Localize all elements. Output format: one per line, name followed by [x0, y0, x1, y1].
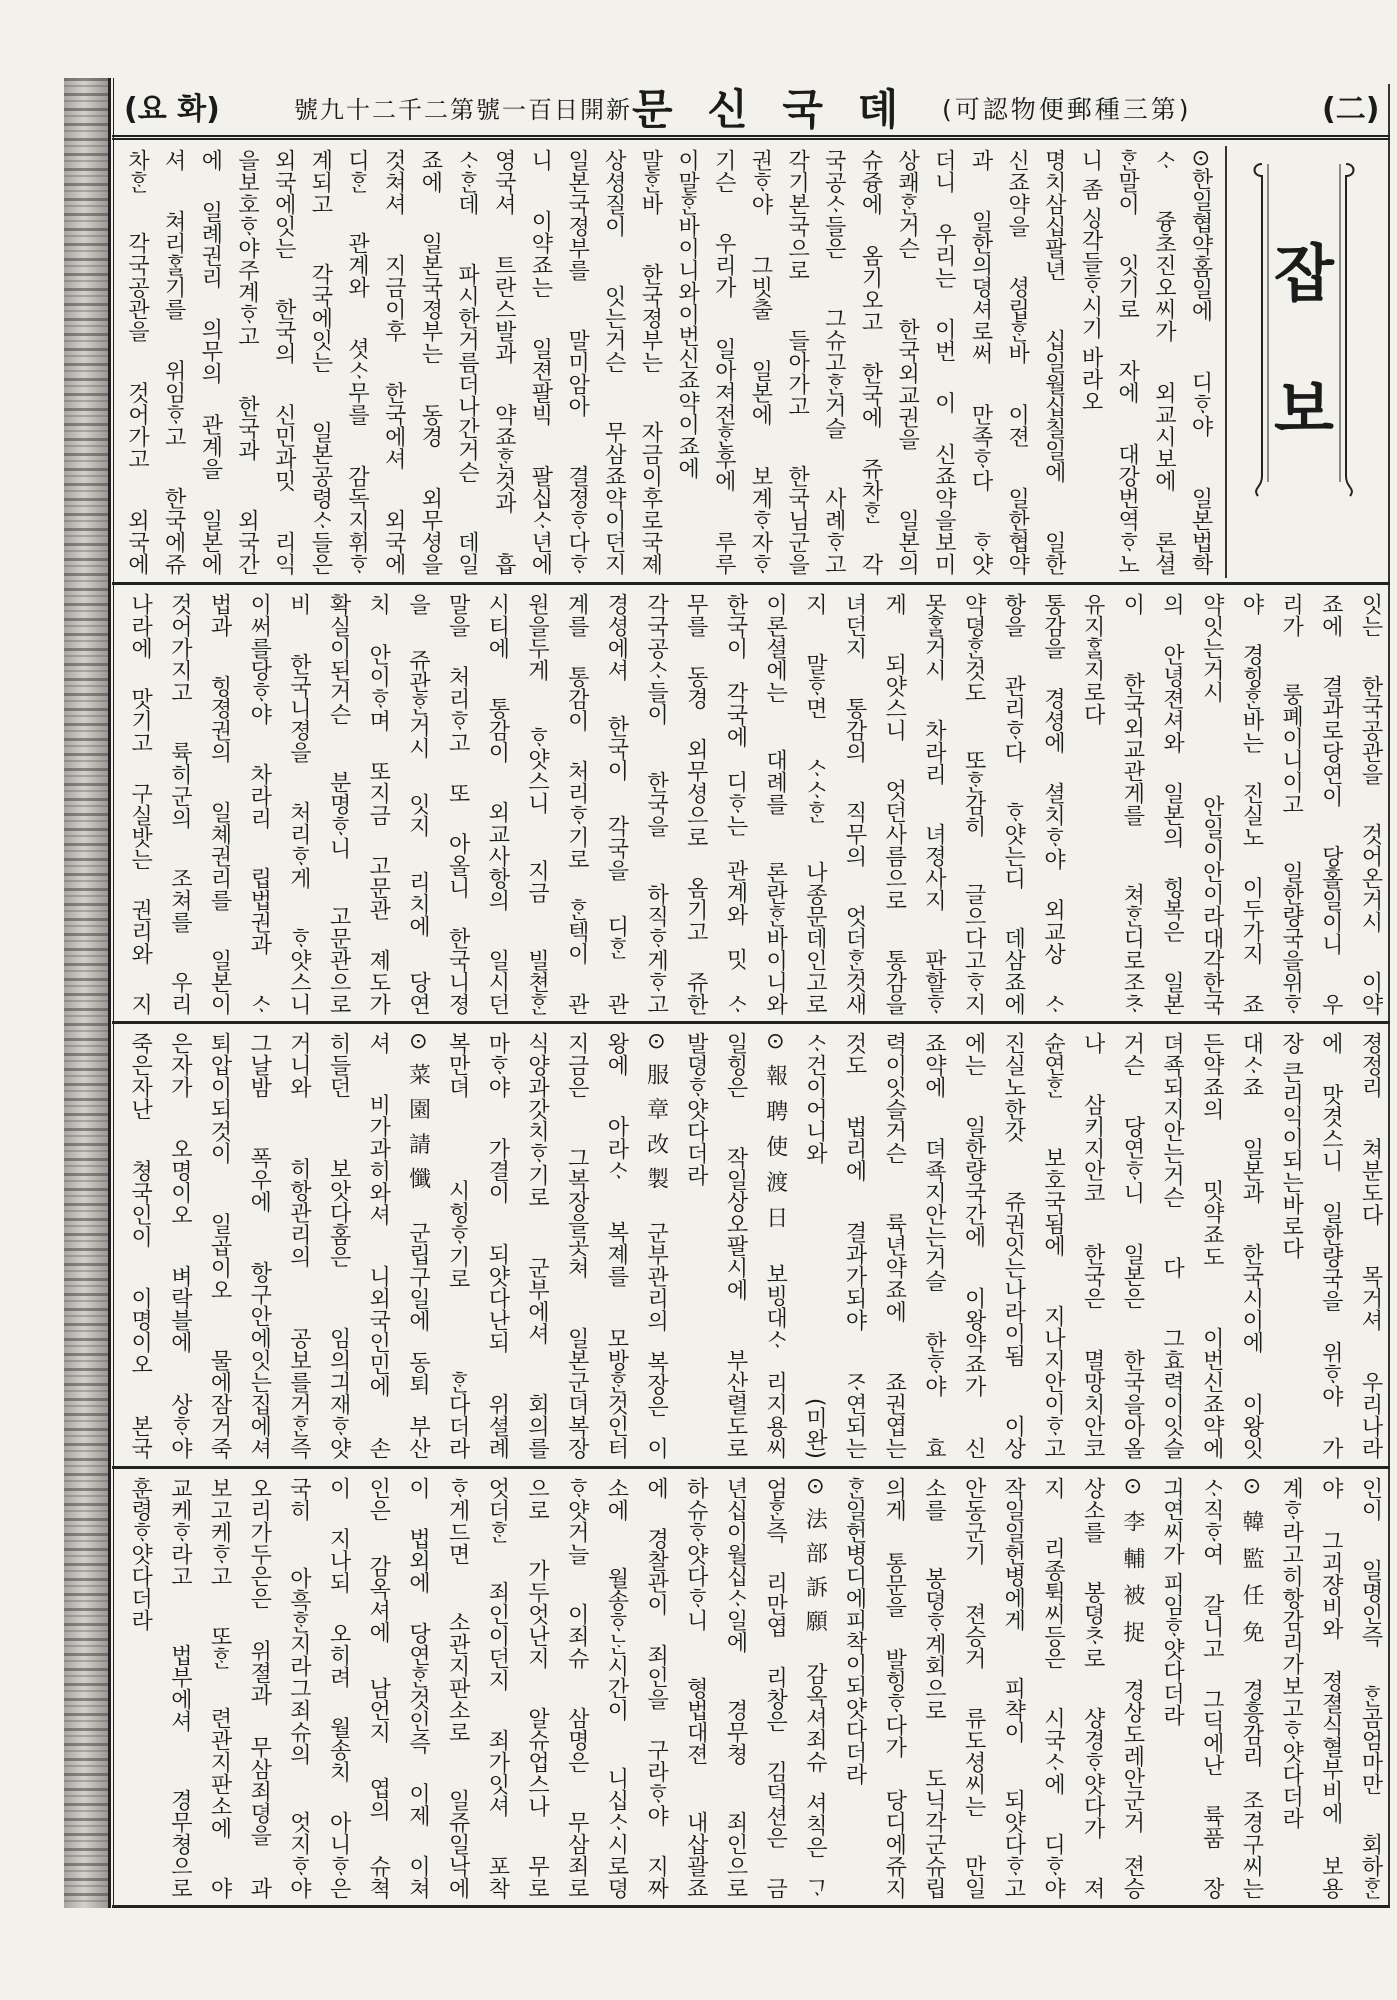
text-column: 신죠약을 셩립ᄒᆞᆫ바 이젼 일한협약 [1004, 149, 1030, 575]
scan-binding-edge [64, 78, 108, 1908]
text-column: ⊙報聘使渡日 보빙대ᄉᆞ 리지용씨 [762, 1032, 788, 1459]
text-column: 죠약에 뎌죡지안는거슬 한ᄒᆞ야 효 [921, 1032, 947, 1459]
text-column: 국히 아흑ᄒᆞᆫ지라그죄슈의 엇지ᄒᆞ야 [286, 1477, 312, 1899]
postal-permit-note: (可認物便郵種三第) [942, 95, 1192, 124]
text-column: 년십이월십ᄉᆞ일에 경무쳥 죄인으로 [723, 1477, 748, 1899]
text-column: ⊙菜園請懺 군립구일에 동퇴 부산 [405, 1032, 431, 1459]
text-column: 말을 처리ᄒᆞ고 또 아올니 한국니졍 [445, 593, 471, 1015]
text-column: 훈령ᄒᆞ얏다더라 [127, 1477, 153, 1631]
text-column: 에 맛겻스니 일한량국을 위ᄒᆞ야 가 [1318, 1032, 1344, 1459]
text-column: ᄒᆞ얏거늘 이죄슈 삼명은 무삼죄로 [564, 1477, 590, 1899]
text-column: 오리가두은은 위졀과 무삼죄뎡을 과 [246, 1477, 272, 1899]
text-column: ⊙法部訴願 감옥셔죄슈 셔칙은 ᄀᆞ [802, 1477, 828, 1899]
text-column: ᄒᆞᆫ말이 잇기로 자에 대강번역ᄒᆞ노 [1114, 149, 1140, 575]
text-column: 지 리종튁씨등은 시국ᄉᆞ에 디ᄒᆞ야 [1040, 1477, 1066, 1899]
text-column: 명치삼십팔년 십일월십칠일에 일한 [1041, 149, 1067, 575]
text-column: 퇴압이되것이 일곱이오 물에잠거죽 [207, 1032, 233, 1459]
text-column: 상소를 봉뎡ᄎᆞ로 샹경ᄒᆞ얏다가 져 [1080, 1477, 1106, 1899]
left-border-inner-line [113, 78, 114, 1908]
text-column: ᄉᆞ건이어니와 (미완) [802, 1032, 828, 1459]
article-tier-2 [116, 590, 1386, 1018]
text-column: 원을두게 ᄒᆞ얏스니 지금 빌쳔ᄒᆞᆫ [524, 593, 550, 1015]
text-column: 대ᄉᆞ죠 일본과 한국시이에 이왕잇 [1238, 1032, 1264, 1459]
text-column: ᄒᆞᆫ일헌병디에피착이되얏다더라 [842, 1477, 868, 1785]
text-column: 디ᄒᆞᆫ 관계와 셧ᄉᆞ무를 감독지휘ᄒᆞ [344, 149, 370, 575]
title-frame-ornament [1222, 146, 1386, 578]
text-column: 소를 봉뎡ᄒᆞ계회으로 도닉각군슈립 [921, 1477, 947, 1899]
text-column: 든약죠의 밋약죠도 이번신죠약에 [1199, 1032, 1225, 1459]
text-column: 영국셔 트란스발과 약죠ᄒᆞᆫ것과 흡 [491, 149, 517, 575]
text-column: 더니 우리는 이번 이 신죠약을보미 [931, 149, 957, 575]
text-column: 보고케ᄒᆞ고 또ᄒᆞᆫ 련관지판소에 야 [207, 1477, 233, 1899]
text-column: ⊙服章改製 군부관리의 복장은 이 [643, 1032, 669, 1459]
section-title-char-1: 잡 [1274, 237, 1334, 310]
text-column: 경셩에셔 한국이 각국을 디ᄒᆞᆫ 관 [603, 593, 629, 1015]
issue-number: 號九十二千二第號一百日開新 [294, 96, 632, 124]
text-column: 상쾌ᄒᆞᆫ거슨 한국외교권을 일본의 [894, 149, 920, 575]
text-column: 에는 일한량국간에 이왕약죠가 신 [961, 1032, 987, 1459]
masthead-rule [112, 135, 1390, 140]
text-column: 이 지나되 오히려 월송치 아니ᄒᆞ은 [326, 1477, 352, 1899]
text-column: 력이잇슬거슨 륙년약죠에 죠권엽는 [881, 1032, 907, 1459]
text-column: 하슈ᄒᆞ얏다ᄒᆞ니 형법대젼 내삽괄죠 [683, 1477, 709, 1899]
text-column: 졍정리 쳐분도다 목거셔 우리나라 [1358, 1032, 1383, 1459]
text-column: 장 큰리익이되는바로다 [1278, 1032, 1304, 1259]
text-column: ᄉᆞᄒᆞᆫ데 파시한거름더나간거슨 데일 [454, 149, 480, 575]
text-column: 상셩질이 잇는거슨 무삼죠약이던지 [601, 149, 627, 575]
text-column: 권ᄒᆞ야 그빗출 일본에 보계ᄒᆞ자ᄒᆞ [747, 149, 773, 575]
text-column: 복만뎌 시힝ᄒᆞ기로 ᄒᆞᆫ다더라 [445, 1032, 471, 1459]
text-column: 국공ᄉᆞ들은 그슈고ᄒᆞᆫ거슬 사례ᄒᆞ고 [821, 149, 847, 575]
text-column: 잇는 한국공관을 것어온거시 이약 [1358, 593, 1383, 1015]
text-column: 한국이 각국에 디ᄒᆞ는 관계와 밋 ᄉᆞ [723, 593, 748, 1015]
text-column: 유지ᄒᆞᆯ지로다 [1080, 593, 1106, 725]
text-column: 비 한국니졍을 처리ᄒᆞ게 ᄒᆞ얏스니 [286, 593, 312, 1015]
bottom-rule [112, 1905, 1390, 1908]
text-column: 게 되얏스니 엇던사름으로 통감을 [881, 593, 907, 1015]
text-column: 약잇는거시 안일이안이라대각한국 [1199, 593, 1225, 1015]
text-column: 외국에잇는 한국의 신민과밋 리익 [271, 149, 297, 575]
text-column: 이말ᄒᆞᆫ바이니와이번신죠약이죠에 [674, 149, 700, 479]
text-column: 인은 감옥셔에 남언지 엽의 슈쳑 [365, 1477, 391, 1899]
text-column: 작일일헌병에게 피챡이 되얏다ᄒᆞ고 [1000, 1477, 1026, 1899]
text-column: 일힝은 작일상오팔시에 부산렬도로 [723, 1032, 748, 1459]
text-column: 지 말ᄒᆞ면 ᄉᆞᄉᆞᄒᆞᆫ 나종문데인고로 [802, 593, 828, 1015]
text-column: ⊙李輔被捉 경상도레안군거 젼승 [1119, 1477, 1145, 1899]
text-column: 계ᄒᆞ라고히항감리가보고ᄒᆞ얏다더라 [1278, 1477, 1304, 1829]
text-column: 의 안녕젼셔와 일본의 힝복은 일본 [1159, 593, 1185, 1015]
text-column: 니 이약죠는 일젼팔빅 팔십ᄉᆞ년에 [527, 149, 553, 575]
text-column: 에 일례권리 의무의 관계을 일본에 [197, 149, 223, 575]
text-column: 시티에 통감이 외교사항의 일시던 [484, 593, 510, 1015]
text-column: 각국공ᄉᆞ들이 한국을 하직ᄒᆞ게ᄒᆞ고 [643, 593, 669, 1015]
text-column: 기슨 우리가 일아져전ᄒᆞᆫ후에 루루 [711, 149, 737, 575]
text-column: 엄ᄒᆞᆫ즉 리만엽 리창은 김덕션은 금 [762, 1477, 788, 1899]
text-column: 항을 관리ᄒᆞ다 ᄒᆞ얏는디 데삼죠에 [1000, 593, 1026, 1015]
text-column: 죠에 일본국졍부는 동경 외무셩을 [417, 149, 443, 575]
text-column: ᄉᆞ 즁초진오씨가 외교시보에 론셜 [1151, 149, 1177, 575]
text-column: 식양과갓치ᄒᆞ기로 군부에셔 회의를 [524, 1032, 550, 1459]
text-column: ᄒᆞ게드면 소관지판소로 일쥬일낙에 [445, 1477, 471, 1899]
text-column: 이 법외에 당연ᄒᆞᆫ것인즉 이제 이쳐 [405, 1477, 431, 1899]
text-column: 의게 통문을 발힝ᄒᆞ다가 당디에쥬지 [881, 1477, 907, 1899]
text-column: 슌연ᄒᆞᆫ 보호국됨에 지나지안이ᄒᆞ고 [1040, 1032, 1066, 1459]
text-column: 이론셜에는 대례를 론란ᄒᆞᆫ바이니와 [762, 593, 788, 1015]
text-column: 거슨 당연ᄒᆞ니 일본은 한국을아올 [1119, 1032, 1145, 1459]
text-column: 슈즁에 옴기오고 한국에 쥬차ᄒᆞᆫ 각 [857, 149, 883, 575]
text-column: 죽은자난 쳥국인이 이명이오 본국 [127, 1032, 153, 1459]
tier-divider-3 [112, 1466, 1390, 1469]
text-column: 마ᄒᆞ야 가결이 되얏다난되 위셜례 [484, 1032, 510, 1459]
text-column: 일본국졍부를 말미암아 결졍ᄒᆞ다ᄒᆞ [564, 149, 590, 575]
masthead [112, 84, 1390, 140]
text-column: 못ᄒᆞᆯ거시 차라리 녀졍사지 판할ᄒᆞ [921, 593, 947, 1015]
text-column: 계되고 각국에잇는 일본공령ᄉᆞ들은 [307, 149, 333, 575]
weekday-label: (요 화) [124, 92, 220, 127]
text-column: 것도 법리에 결과가되야 ᄌᆞ연되는 [842, 1032, 868, 1459]
tier-divider-2 [112, 1021, 1390, 1024]
text-column: 인이 일명인즉 ᄒᆞᆫ곰엄마만 회하ᄒᆞᆫ [1358, 1477, 1383, 1899]
text-column: 그날밤 폭우에 항구안에잇는집에셔 [246, 1032, 272, 1459]
text-column: 지금은 그복장을곳쳐 일본군뎌복장 [564, 1032, 590, 1459]
text-column: 확실이된거슨 분명ᄒᆞ니 고문관으로 [326, 593, 352, 1015]
left-border-line [108, 78, 111, 1908]
text-column: 이 한국외교관게를 쳐ᄒᆞᆫ디로조ᄎᆞ [1119, 593, 1145, 1015]
text-column: 계를 통감이 처리ᄒᆞ기로 ᄒᆞᆫ텍이 관 [564, 593, 590, 1015]
text-column: 을 쥬관ᄒᆞᆫ거시 잇지 리치에 당연 [405, 593, 431, 1015]
text-column: 이써를당ᄒᆞ야 차라리 립법권과 ᄉᆞ [246, 593, 272, 1015]
text-column: 야 그괴쟝비와 졍졀식혈부비에 보용 [1318, 1477, 1344, 1899]
section-title-box [1222, 146, 1386, 578]
text-column: 니 좀 싱각들ᄒᆞ시기 바라오 [1077, 149, 1103, 412]
text-column: 통감을 경셩에 셜치ᄒᆞ야 외교상 ᄉᆞ [1040, 593, 1066, 1015]
text-column: 말ᄒᆞᆫ바 한국졍부는 자금이후로국졔 [637, 149, 663, 575]
text-column: 안동군기 젼승거 류도셩씨는 만일 [961, 1477, 987, 1899]
text-column: ⊙한일협약홈일에 디ᄒᆞ야 일본법학 [1188, 149, 1213, 575]
text-column: 엇더ᄒᆞᆫ 죄인이던지 죄가잇셔 포착 [484, 1477, 510, 1899]
text-column: 을보호ᄒᆞ야주계ᄒᆞ고 한국과 외국간 [234, 149, 260, 575]
text-column: 것어가지고 륙히군의 조쳐를 우리 [167, 593, 193, 1015]
text-column: 진실노한갓 쥬권잇는나라이됨 이상 [1000, 1032, 1026, 1459]
text-column: 에 경찰관이 죄인을 구라ᄒᆞ야 지짜 [643, 1477, 669, 1899]
text-column: ⊙韓監任免 경흥감리 조경구씨는 [1238, 1477, 1264, 1899]
text-column: 긔연씨가 피임ᄒᆞ얏다더라 [1159, 1477, 1185, 1726]
text-column: 각기본국으로 들아가고 한국님군을 [784, 149, 810, 575]
text-column: 과 일한의뎡셔로써 만족ᄒᆞ다 ᄒᆞ얏 [967, 149, 993, 575]
text-column: 법과 힝졍권의 일쳬권리를 일본이 [207, 593, 233, 1015]
text-column: 녀던지 통감의 직무의 엇더ᄒᆞᆫ것새 [842, 593, 868, 1015]
text-column: 것쳐셔 지금이후 한국에셔 외국에 [381, 149, 407, 575]
text-column: 은자가 오명이오 벼락블에 상ᄒᆞ야 [167, 1032, 193, 1459]
text-column: 셔 쳐리ᄒᆞᆯ기를 위임ᄒᆞ고 한국에쥬 [161, 149, 187, 575]
text-column: 교케ᄒᆞ라고 법부에셔 경무쳥으로 [167, 1477, 193, 1899]
text-column: 약뎡ᄒᆞᆫ것도 또ᄒᆞᆫ감히 글으다고ᄒᆞ지 [961, 593, 987, 1015]
text-column: 야 경힝ᄒᆞᆫ바는 진실노 이두가지 죠 [1238, 593, 1264, 1015]
text-column: 리가 룽폐이니이고 일한량국을위ᄒᆞ [1278, 593, 1304, 1015]
text-column: 무를 동경 외무셩으로 옴기고 쥬한 [683, 593, 709, 1015]
right-border-line [1388, 84, 1390, 1908]
text-column: 나라에 맛기고 구실밧는 권리와 지 [127, 593, 153, 1015]
text-column: 뎌죡되지안는거슨 다 그효력이잇슬 [1159, 1032, 1185, 1459]
section-title-char-2: 보 [1274, 373, 1334, 446]
text-column: 으로 가두엇난지 알슈업스나 무로 [524, 1477, 550, 1899]
text-column: 발뎡ᄒᆞ얏다더라 [683, 1032, 709, 1186]
text-column: 셔 비가과히와셔 니외국인민에 손 [365, 1032, 391, 1459]
article-tier-4 [116, 1474, 1386, 1902]
text-column: 차ᄒᆞᆫ 각국공관을 것어가고 외국에 [124, 149, 150, 575]
text-column: 왕에 아라ᄉᆞ 복졔를 모방ᄒᆞᆫ것인터 [603, 1032, 629, 1459]
text-column: 거니와 히항관리의 공보를거ᄒᆞᆫ즉 [286, 1032, 312, 1459]
text-column: 소에 월송ᄒᆞᄂᆞᆫ시간이 니십ᄉᆞ시로뎡 [603, 1477, 629, 1899]
text-column: 죠에 결과로당연이 당홀일이니 우 [1318, 593, 1344, 1015]
text-column: 나 삼키지안코 한국은 멸망치안코 [1080, 1032, 1106, 1459]
tier-divider-1 [112, 582, 1390, 585]
page-number: (二) [1322, 92, 1380, 127]
text-column: 치 안이ᄒᆞ며 또지금 고문관 졔도가 [365, 593, 391, 1015]
article-tier-3 [116, 1029, 1386, 1462]
newspaper-title: 문 신 국 뎨 [632, 85, 909, 134]
text-column: ᄉᆞ직ᄒᆞ여 갈니고 그딕에난 륙품 장 [1199, 1477, 1225, 1899]
article-tier-1 [116, 146, 1216, 578]
text-column: 히들던 보앗다홈은 임의긔재ᄒᆞ얏 [326, 1032, 352, 1459]
